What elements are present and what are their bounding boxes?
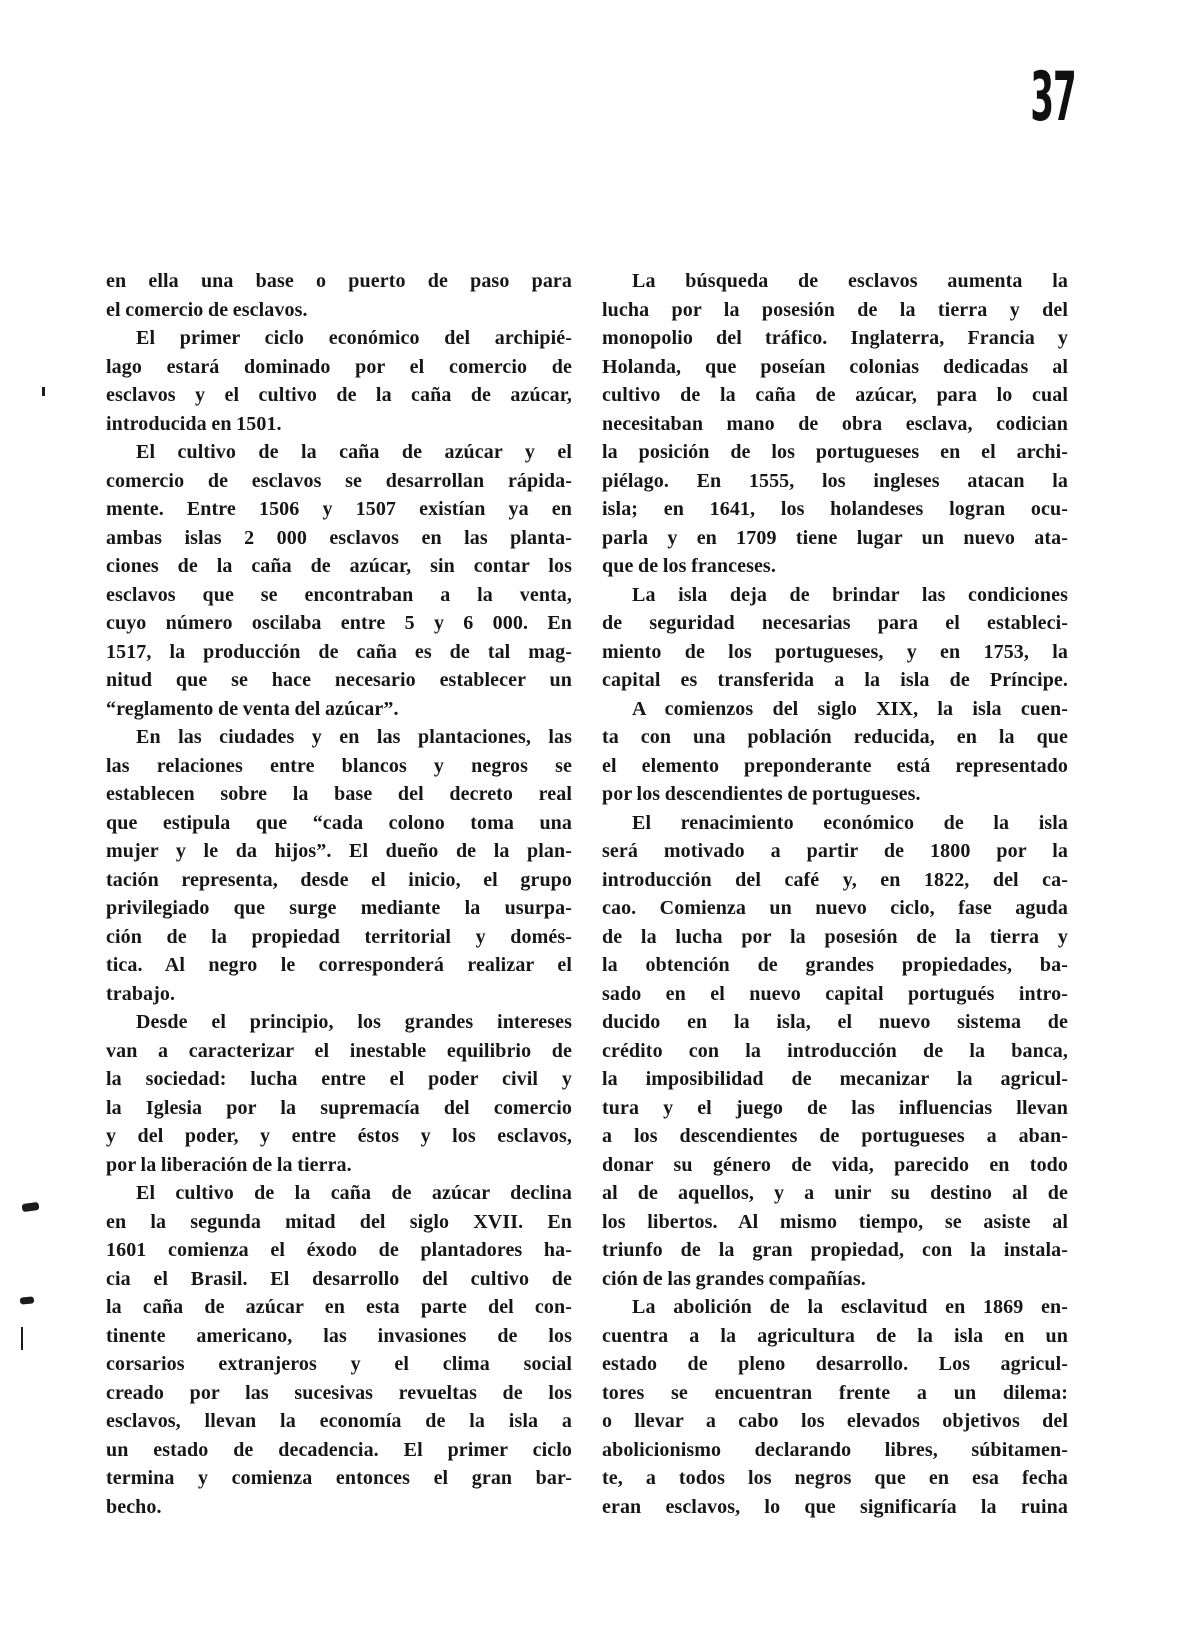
text-line: El cultivo de la caña de azúcar y el	[136, 441, 572, 463]
ink-smudge	[22, 1202, 40, 1212]
paragraph	[106, 1179, 572, 1521]
paragraph	[106, 438, 572, 723]
text-line: a los descendientes de portugueses a aban-	[602, 1125, 1068, 1147]
text-line: capital es transferida a la isla de Príncipe.	[602, 669, 1068, 691]
text-line: abolicionismo declarando libres, súbitamen-	[602, 1438, 1068, 1461]
text-line: nitud que se hace necesario establecer un	[106, 669, 572, 691]
text-line: El primer ciclo económico del archipié-	[136, 327, 572, 349]
text-line: privilegiado que surge mediante la usurpa-	[106, 897, 572, 919]
text-line: corsarios extranjeros y el clima social	[106, 1353, 572, 1375]
text-line: ción de las grandes compañías.	[602, 1267, 866, 1290]
text-line: termina y comienza entonces el gran bar-	[106, 1467, 572, 1489]
text-line: Desde el principio, los grandes intereses	[136, 1011, 572, 1033]
text-line: ta con una población reducida, en la que	[602, 726, 1068, 748]
text-line: de la lucha por la posesión de la tierra y	[602, 925, 1068, 948]
text-line: al de aquellos, y a unir su destino al de	[602, 1182, 1068, 1204]
text-line: será motivado a partir de 1800 por la	[602, 840, 1068, 862]
text-line: que de los franceses.	[602, 555, 776, 577]
text-line: crédito con la introducción de la banca,	[602, 1039, 1068, 1062]
text-line: tinente americano, las invasiones de los	[106, 1324, 572, 1347]
text-line: y del poder, y entre éstos y los esclavos,	[106, 1125, 572, 1147]
text-line: el elemento preponderante está representado	[602, 754, 1068, 777]
text-line: 1601 comienza el éxodo de plantadores ha-	[106, 1239, 572, 1261]
text-line: los libertos. Al mismo tiempo, se asiste al	[602, 1210, 1068, 1233]
text-line: becho.	[106, 1495, 162, 1518]
ink-line	[21, 1327, 23, 1350]
text-line: estado de pleno desarrollo. Los agricul-	[602, 1353, 1068, 1375]
text-line: la imposibilidad de mecanizar la agricul-	[602, 1068, 1068, 1090]
page-number: 37	[1030, 58, 1076, 137]
text-line: comercio de esclavos se desarrollan rápida-	[106, 469, 572, 492]
text-line: introducción del café y, en 1822, del ca-	[602, 868, 1068, 891]
text-line: parla y en 1709 tiene lugar un nuevo ata-	[602, 526, 1068, 549]
text-column-right	[602, 267, 1068, 1521]
text-line: La búsqueda de esclavos aumenta la	[632, 270, 1068, 292]
text-line: un estado de decadencia. El primer ciclo	[106, 1438, 572, 1461]
text-line: que estipula que “cada colono toma una	[106, 811, 572, 834]
paragraph	[602, 1293, 1068, 1521]
paragraph	[602, 809, 1068, 1294]
text-line: la sociedad: lucha entre el poder civil y	[106, 1068, 572, 1090]
text-line: ciones de la caña de azúcar, sin contar los	[106, 555, 572, 577]
text-line: El cultivo de la caña de azúcar declina	[136, 1182, 572, 1204]
text-line: lucha por la posesión de la tierra y del	[602, 298, 1068, 321]
text-line: establecen sobre la base del decreto real	[106, 783, 572, 805]
text-line: tura y el juego de las influencias llevan	[602, 1096, 1068, 1119]
text-line: donar su género de vida, parecido en todo	[602, 1153, 1068, 1176]
text-line: la caña de azúcar en esta parte del con-	[106, 1296, 572, 1318]
text-line: eran esclavos, lo que significaría la ruina	[602, 1495, 1068, 1518]
text-line: el comercio de esclavos.	[106, 298, 308, 321]
text-line: Holanda, que poseían colonias dedicadas al	[602, 355, 1068, 378]
text-line: introducida en 1501.	[106, 412, 282, 435]
paragraph	[106, 324, 572, 438]
paragraph	[106, 267, 572, 324]
paragraph	[602, 267, 1068, 581]
ink-tick	[42, 387, 45, 396]
paragraph	[602, 695, 1068, 809]
text-line: monopolio del tráfico. Inglaterra, Francia y	[602, 327, 1068, 349]
text-line: trabajo.	[106, 982, 176, 1005]
text-line: piélago. En 1555, los ingleses atacan la	[602, 469, 1068, 492]
text-line: cao. Comienza un nuevo ciclo, fase aguda	[602, 897, 1068, 919]
text-line: cuyo número oscilaba entre 5 y 6 000. En	[106, 612, 572, 634]
text-line: la posición de los portugueses en el archi-	[602, 441, 1068, 463]
text-line: las relaciones entre blancos y negros se	[106, 754, 572, 777]
paragraph	[106, 1008, 572, 1179]
text-line: creado por las sucesivas revueltas de los	[106, 1381, 572, 1404]
paragraph	[602, 581, 1068, 695]
text-line: lago estará dominado por el comercio de	[106, 355, 572, 378]
text-line: triunfo de la gran propiedad, con la instala-	[602, 1239, 1068, 1261]
text-line: ción de la propiedad territorial y domés-	[106, 925, 572, 948]
text-line: sado en el nuevo capital portugués intro-	[602, 982, 1068, 1005]
text-line: te, a todos los negros que en esa fecha	[602, 1467, 1068, 1489]
text-line: mente. Entre 1506 y 1507 existían ya en	[106, 498, 572, 520]
text-line: cuentra a la agricultura de la isla en un	[602, 1324, 1068, 1347]
text-line: la Iglesia por la supremacía del comercio	[106, 1096, 572, 1119]
text-line: tación representa, desde el inicio, el grupo	[106, 868, 572, 891]
text-column-left	[106, 267, 572, 1521]
text-line: 1517, la producción de caña es de tal mag-	[106, 640, 572, 663]
text-line: cultivo de la caña de azúcar, para lo cual	[602, 384, 1068, 406]
text-line: ambas islas 2 000 esclavos en las planta-	[106, 526, 572, 549]
text-line: isla; en 1641, los holandeses logran ocu-	[602, 498, 1068, 520]
text-line: mujer y le da hijos”. El dueño de la plan-	[106, 840, 572, 862]
text-line: tores se encuentran frente a un dilema:	[602, 1381, 1068, 1404]
text-line: El renacimiento económico de la isla	[632, 811, 1068, 834]
text-line: cia el Brasil. El desarrollo del cultivo de	[106, 1267, 572, 1290]
text-line: en la segunda mitad del siglo XVII. En	[106, 1210, 572, 1233]
paragraph	[106, 723, 572, 1008]
text-line: A comienzos del siglo XIX, la isla cuen-	[632, 697, 1068, 720]
text-line: la obtención de grandes propiedades, ba-	[602, 954, 1068, 976]
text-line: La isla deja de brindar las condiciones	[632, 583, 1068, 606]
text-line: “reglamento de venta del azúcar”.	[106, 697, 399, 720]
text-line: en ella una base o puerto de paso para	[106, 270, 572, 292]
text-line: ducido en la isla, el nuevo sistema de	[602, 1011, 1068, 1033]
ink-smudge	[20, 1296, 35, 1304]
text-line: o llevar a cabo los elevados objetivos del	[602, 1410, 1068, 1432]
text-line: La abolición de la esclavitud en 1869 en-	[632, 1296, 1068, 1318]
text-line: van a caracterizar el inestable equilibrio de	[106, 1039, 572, 1062]
text-line: de seguridad necesarias para el estableci-	[602, 612, 1068, 634]
text-line: miento de los portugueses, y en 1753, la	[602, 640, 1068, 663]
text-line: tica. Al negro le corresponderá realizar el	[106, 954, 572, 976]
text-line: esclavos y el cultivo de la caña de azúcar,	[106, 384, 572, 406]
text-line: por los descendientes de portugueses.	[602, 783, 921, 805]
text-line: En las ciudades y en las plantaciones, las	[136, 726, 572, 748]
text-line: esclavos, llevan la economía de la isla a	[106, 1410, 572, 1432]
text-line: necesitaban mano de obra esclava, codician	[602, 412, 1068, 435]
text-line: esclavos que se encontraban a la venta,	[106, 583, 572, 606]
text-line: por la liberación de la tierra.	[106, 1153, 352, 1176]
